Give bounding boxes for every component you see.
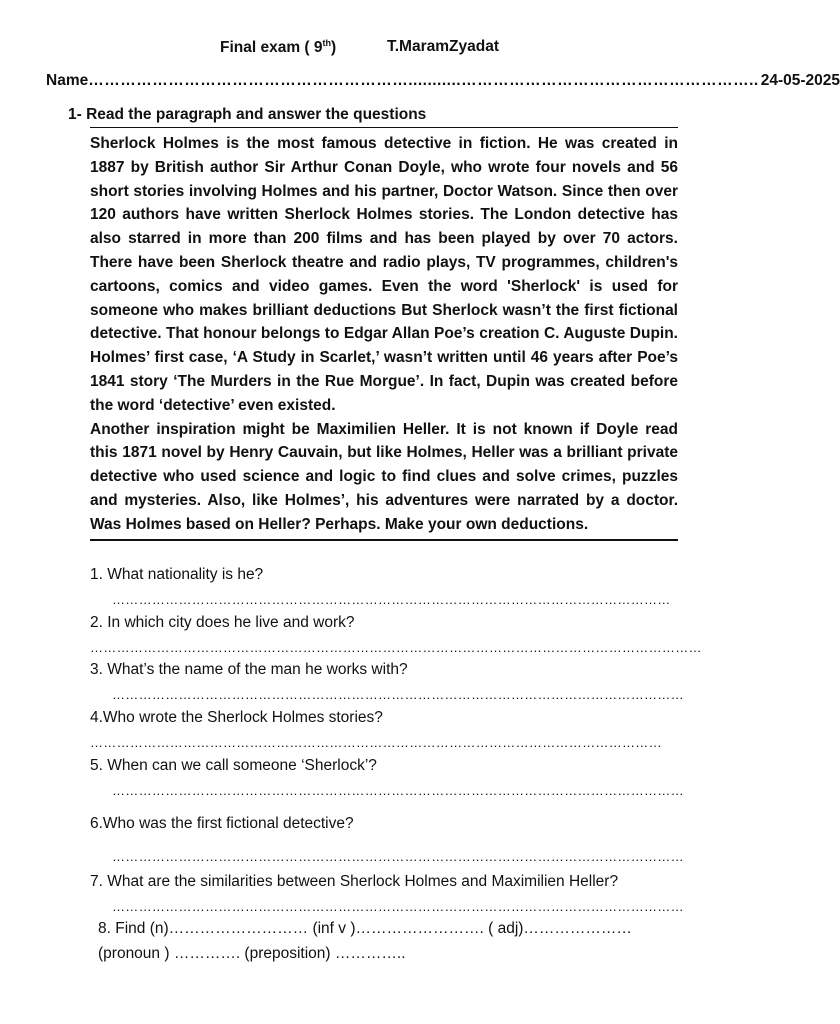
name-label: Name bbox=[46, 72, 89, 89]
exam-title: Final exam ( 9th) bbox=[220, 38, 337, 57]
reading-passage bbox=[90, 127, 678, 541]
question-1: 1. What nationality is he? bbox=[90, 566, 264, 583]
exam-date: 24-05-2025 bbox=[760, 72, 840, 89]
question-6: 6.Who was the first fictional detective? bbox=[90, 815, 354, 832]
question-8-line-1[interactable]: 8. Find (n)……………………… (inf v )……………………. ( adj)………………… bbox=[98, 920, 632, 937]
answer-line-5[interactable]: ………………………………………………………………………………………………………………… bbox=[112, 783, 684, 798]
answer-line-3[interactable]: ………………………………………………………………………………………………………………… bbox=[112, 687, 684, 702]
passage-paragraph-2: Another inspiration might be Maximilien Heller. It is not known if Doyle read this 1871 novel by Henry Cauvain, but like Holmes, Heller was a brilliant private detective who used science and logic to find clues and solve crimes, puzzles and mysteries. Also, like Holmes’, his adventures were narrated by a doctor. Was Holmes based on Heller? Perhaps. Make your own deductions. bbox=[90, 420, 678, 533]
question-5: 5. When can we call someone ‘Sherlock’? bbox=[90, 757, 377, 774]
question-4: 4.Who wrote the Sherlock Holmes stories? bbox=[90, 709, 383, 726]
question-7: 7. What are the similarities between Sherlock Holmes and Maximilien Heller? bbox=[90, 873, 619, 890]
passage-paragraph-1: Sherlock Holmes is the most famous detective in fiction. He was created in 1887 by British author Sir Arthur Conan Doyle, who wrote four novels and 56 short stories involving Holmes and his partner, Doctor Watson. Since then over 120 authors have written Sherlock Holmes stories. The London detective has also starred in more than 200 films and has been played by over 70 actors. There have been Sherlock theatre and radio plays, TV programmes, children's cartoons, comics and video games. Even the word 'Sherlock' is used for someone who makes brilliant deductions But Sherlock wasn’t the first fictional detective. That honour belongs to Edgar Allan Poe’s creation C. Auguste Dupin. Holmes’ first case, ‘A Study in Scarlet,’ wasn’t written until 46 years after Poe’s 1841 story ‘The Murders in the Rue Morgue’. In fact, Dupin was created before the word ‘detective’ even existed. bbox=[90, 135, 678, 414]
question-3: 3. What’s the name of the man he works with? bbox=[90, 661, 408, 678]
answer-line-1[interactable]: ……………………………………………………………………………………………………………… bbox=[112, 592, 671, 607]
student-name-line[interactable] bbox=[46, 72, 840, 90]
section1-heading: 1- Read the paragraph and answer the questions bbox=[68, 106, 427, 123]
name-dots: ……………………………………………………...........……………………………………………….. bbox=[88, 72, 759, 89]
teacher-name: T.MaramZyadat bbox=[387, 38, 499, 55]
answer-line-2[interactable]: ………………………………………………………………………………………………………………………… bbox=[90, 640, 702, 655]
question-2: 2. In which city does he live and work? bbox=[90, 614, 355, 631]
answer-line-6[interactable]: ………………………………………………………………………………………………………………… bbox=[112, 849, 684, 864]
answer-line-7[interactable]: ………………………………………………………………………………………………………………… bbox=[112, 899, 684, 914]
question-8-line-2[interactable]: (pronoun ) …………. (preposition) ………….. bbox=[98, 945, 406, 962]
answer-line-4[interactable]: ………………………………………………………………………………………………………………… bbox=[90, 735, 662, 750]
